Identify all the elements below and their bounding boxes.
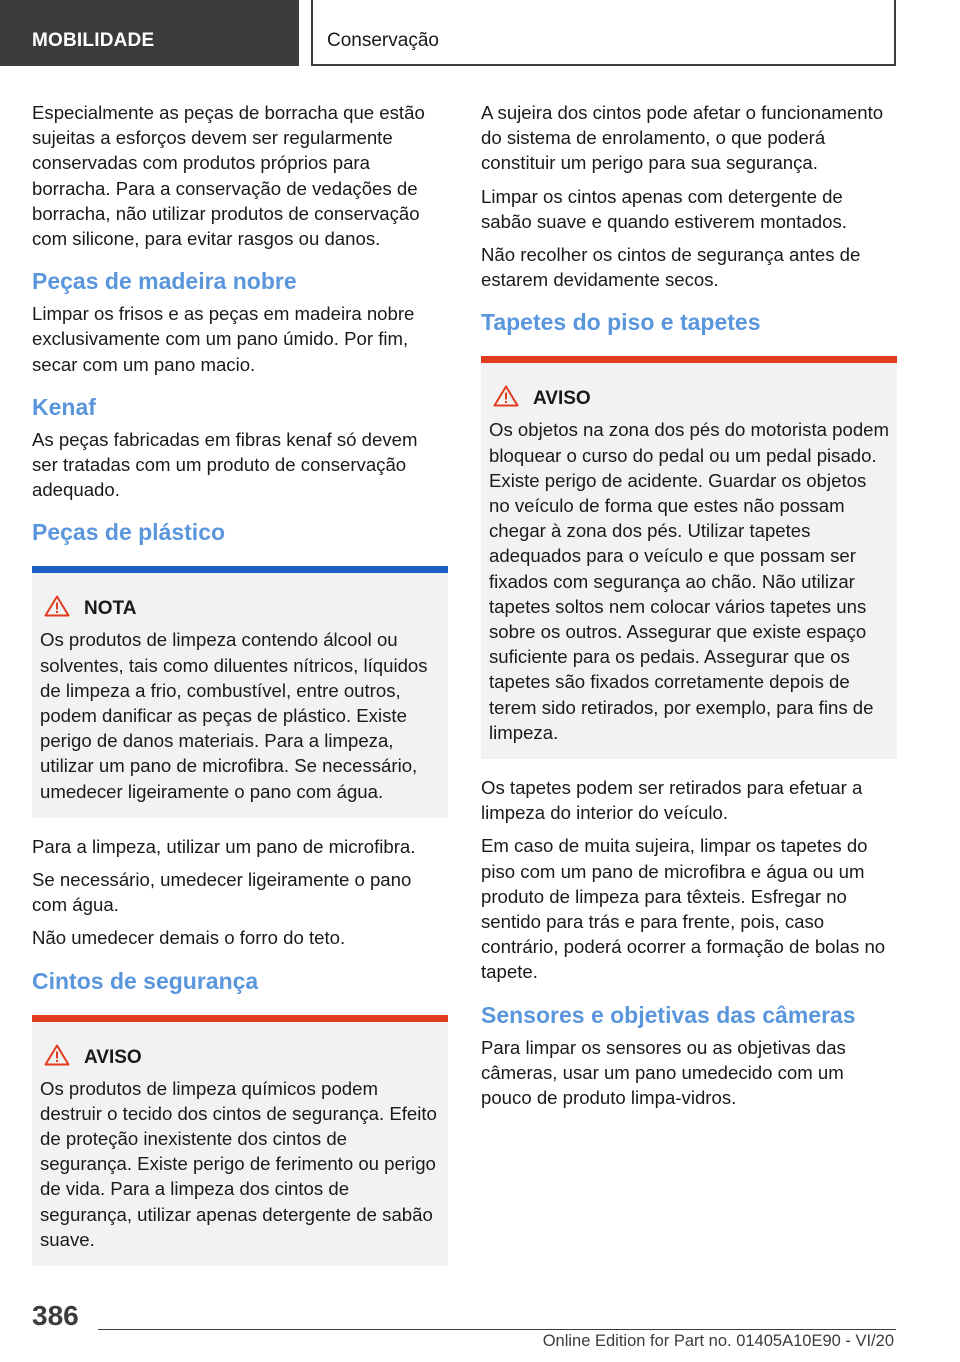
warning-title-row xyxy=(40,1044,440,1070)
plastico-paragraph-1: Para a limpeza, utilizar um pano de microfibra. xyxy=(32,835,416,857)
warning-title: AVISO xyxy=(84,1046,142,1068)
madeira-paragraph: Limpar os frisos e as peças em madeira nobre exclusivamente com um pano úmido. Por fim, secar com um pano macio. xyxy=(32,303,415,375)
heading-madeira: Peças de madeira nobre xyxy=(32,268,297,295)
heading-kenaf: Kenaf xyxy=(32,393,96,420)
page-number: 386 xyxy=(32,1300,79,1331)
warning-bar xyxy=(32,1015,448,1022)
heading-plastico: Peças de plástico xyxy=(32,519,226,546)
warning-triangle-icon xyxy=(44,595,70,617)
left-column xyxy=(32,100,448,1282)
edition-note: Online Edition for Part no. 01405A10E90 - VI/20 xyxy=(542,1332,894,1350)
heading-sensores: Sensores e objetivas das câmeras xyxy=(481,1001,856,1028)
heading-tapetes: Tapetes do piso e tapetes xyxy=(481,309,761,336)
note-bar xyxy=(32,566,448,573)
warning-bar xyxy=(481,356,897,363)
page-footer xyxy=(0,1290,960,1362)
sensores-paragraph: Para limpar os sensores ou as objetivas das câmeras, usar um pano umedecido com um pouco de produto limpa-vidros. xyxy=(481,1036,846,1109)
warning-box-tapetes xyxy=(481,356,897,759)
warning-text: Os produtos de limpeza químicos podem destruir o tecido dos cintos de segurança. Efeito de proteção inexistente dos cintos de segurança. Existe perigo de ferimento ou perigo de vida. Para a limpeza dos cintos de segurança, utilizar apenas detergente de sabão suave. xyxy=(40,1077,437,1250)
footer-divider xyxy=(98,1329,896,1330)
plastico-paragraph-2: Se necessário, umedecer ligeiramente o pano com água. xyxy=(32,869,412,916)
note-title-row xyxy=(40,595,440,621)
kenaf-paragraph: As peças fabricadas em fibras kenaf só devem ser tratadas com um produto de conservação adequado. xyxy=(32,428,418,501)
warning-text: Os objetos na zona dos pés do motorista podem bloquear o curso do pedal ou um pedal pisado. Existe perigo de acidente. Guardar os objetos no veículo de forma que estes não possam chegar à zona dos pés. Utilizar tapetes adequados para o veículo e que possam ser fixados com segurança ao chão. Não utilizar tapetes soltos nem colocar vários tapetes uns sobre os outros. Assegurar que existe espaço suficiente para os pedais. Assegurar que os tapetes são fixados corretamente depois de terem sido retirados, por exemplo, para fins de limpeza. xyxy=(489,419,890,743)
note-box xyxy=(32,566,448,817)
right-column xyxy=(481,100,897,1118)
section-tab: MOBILIDADE xyxy=(0,0,299,66)
plastico-paragraph-3: Não umedecer demais o forro do teto. xyxy=(32,927,346,949)
note-text: Os produtos de limpeza contendo álcool ou solventes, tais como diluentes nítricos, líquidos de limpeza a frio, combustível, entre outros, podem danificar as peças de plástico. Existe perigo de danos materiais. Para a limpeza, utilizar um pano de microfibra. Se necessário, umedecer ligeiramente o pano com água. xyxy=(40,629,428,802)
cintos-paragraph-3: Não recolher os cintos de segurança antes de estarem devidamente secos. xyxy=(481,244,861,291)
warning-triangle-icon xyxy=(44,1044,70,1066)
warning-title: AVISO xyxy=(533,388,591,410)
note-title: NOTA xyxy=(84,598,137,620)
tapetes-paragraph-1: Os tapetes podem ser retirados para efetuar a limpeza do interior do veículo. xyxy=(481,777,863,824)
intro-paragraph: Especialmente as peças de borracha que estão sujeitas a esforços devem ser regularmente conservadas com produtos próprios para borracha. Para a conservação de vedações de borracha, não utilizar produtos de conservação com silicone, para evitar rasgos ou danos. xyxy=(32,102,425,250)
chapter-tab: Conservação xyxy=(311,0,896,66)
warning-box-cintos xyxy=(32,1015,448,1266)
cintos-paragraph-1: A sujeira dos cintos pode afetar o funcionamento do sistema de enrolamento, o que poderá constituir um perigo para sua segurança. xyxy=(481,102,884,174)
tapetes-paragraph-2: Em caso de muita sujeira, limpar os tapetes do piso com um pano de microfibra e água ou um produto de limpeza para têxteis. Esfregar no sentido para trás e para frente, pois, caso contrário, poderá ocorrer a formação de bolas no tapete. xyxy=(481,835,886,983)
cintos-paragraph-2: Limpar os cintos apenas com detergente de sabão suave e quando estiverem montados. xyxy=(481,185,847,232)
heading-cintos: Cintos de segurança xyxy=(32,967,259,994)
warning-title-row xyxy=(489,385,889,411)
warning-triangle-icon xyxy=(493,385,519,407)
page-header xyxy=(0,0,960,66)
